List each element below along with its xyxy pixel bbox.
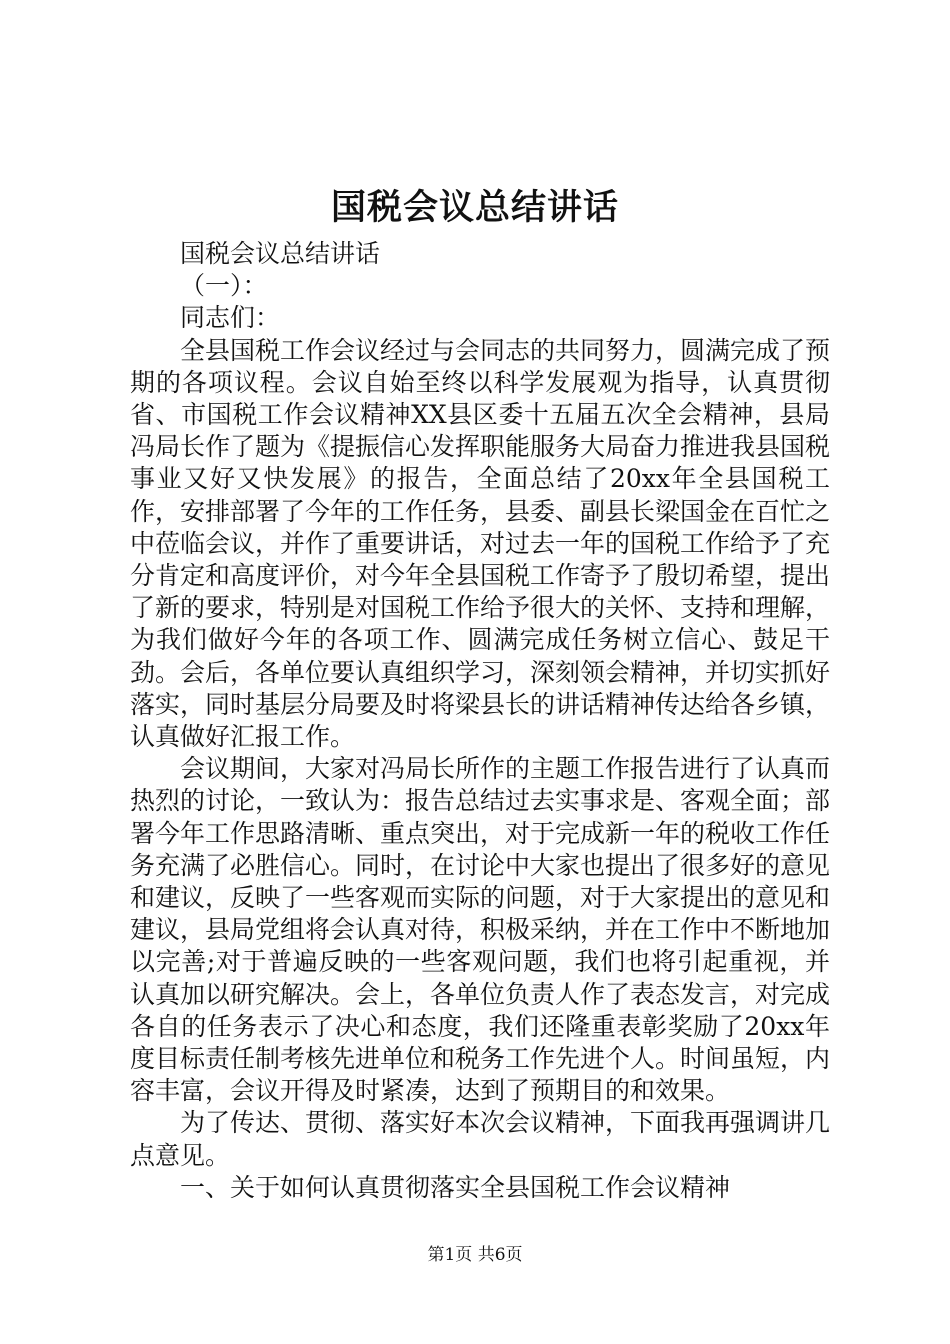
paragraph-heading-1: 一、关于如何认真贯彻落实全县国税工作会议精神 — [180, 1172, 731, 1202]
document-title: 国税会议总结讲话 — [330, 187, 619, 228]
paragraph-body-1: 全县国税工作会议经过与会同志的共同努力，圆满完成了预期的各项议程。会议自始至终以科学发展观为指导，认真贯彻省、市国税工作会议精神XX县区委十五届五次全会精神，县局冯局长作了题为《提振信心发挥职能服务大局奋力推进我县国税事业又好又快发展》的报告，全面总结了20xx年全县国税工作，安排部署了今年的工作任务，县委、副县长梁国金在百忙之中莅临会议，并作了重要讲话，对过去一年的国税工作给予了充分肯定和高度评价，对今年全县国税工作寄予了殷切希望，提出了新的要求，特别是对国税工作给予很大的关怀、支持和理解，为我们做好今年的各项工作、圆满完成任务树立信心、鼓足干劲。会后，各单位要认真组织学习，深刻领会精神，并切实抓好落实，同时基层分局要及时将梁县长的讲话精神传达给各乡镇，认真做好汇报工作。 — [130, 335, 831, 752]
paragraph-salutation: 同志们： — [180, 303, 281, 333]
document-body — [130, 238, 830, 1204]
paragraph-section-number: （一）： — [180, 271, 268, 301]
page-footer: 第1页 共6页 — [427, 1245, 523, 1265]
paragraph-body-3: 为了传达、贯彻、落实好本次会议精神，下面我再强调讲几点意见。 — [130, 1108, 831, 1170]
paragraph-body-2: 会议期间，大家对冯局长所作的主题工作报告进行了认真而热烈的讨论，一致认为：报告总结过去实事求是、客观全面；部署今年工作思路清晰、重点突出，对于完成新一年的税收工作任务充满了必胜信心。同时，在讨论中大家也提出了很多好的意见和建议，反映了一些客观而实际的问题，对于大家提出的意见和建议，县局党组将会认真对待，积极采纳，并在工作中不断地加以完善;对于普遍反映的一些客观问题，我们也将引起重视，并认真加以研究解决。会上，各单位负责人作了表态发言，对完成各自的任务表示了决心和态度，我们还隆重表彰奖励了20xx年度目标责任制考核先进单位和税务工作先进个人。时间虽短，内容丰富，会议开得及时紧凑，达到了预期目的和效果。 — [130, 754, 831, 1106]
paragraph-subtitle: 国税会议总结讲话 — [180, 239, 381, 268]
